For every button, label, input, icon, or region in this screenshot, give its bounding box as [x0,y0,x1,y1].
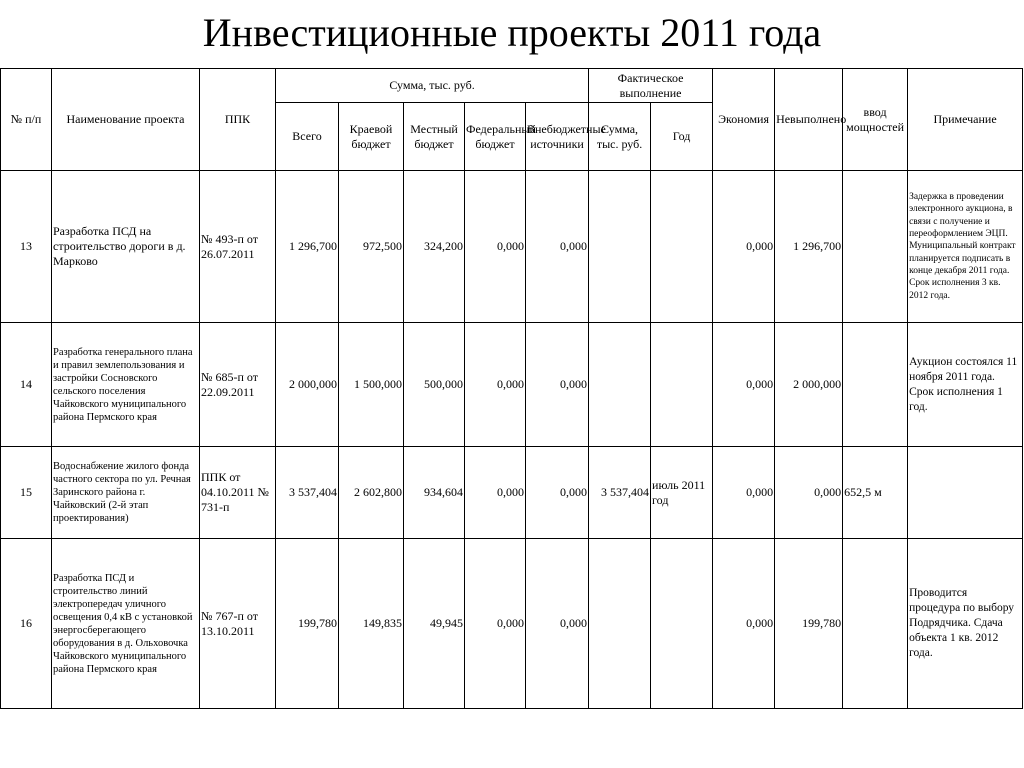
row-regional: 2 602,800 [339,447,404,539]
row-fact-sum: 3 537,404 [589,447,651,539]
row-fact-year [651,171,713,323]
row-fact-year [651,323,713,447]
row-economy: 0,000 [713,171,775,323]
row-extrabudget: 0,000 [526,171,589,323]
header-sum-group: Сумма, тыс. руб. [276,69,589,103]
header-capacity: ввод мощностей [843,69,908,171]
row-local: 500,000 [404,323,465,447]
row-pppk: № 767-п от 13.10.2011 [200,539,276,709]
row-total: 199,780 [276,539,339,709]
header-name: Наименование проекта [52,69,200,171]
header-pppk: ППК [200,69,276,171]
row-regional: 972,500 [339,171,404,323]
row-fact-year: июль 2011 год [651,447,713,539]
row-name: Разработка генерального плана и правил землепользования и застройки Сосновского сельского поселения Чайковского муниципального района Пермского края [52,323,200,447]
row-total: 1 296,700 [276,171,339,323]
row-note: Аукцион состоялся 11 ноября 2011 года. Срок исполнения 1 год. [908,323,1023,447]
page-title: Инвестиционные проекты 2011 года [202,10,822,55]
row-num: 14 [1,323,52,447]
header-fact-sum: Сумма, тыс. руб. [589,103,651,171]
row-economy: 0,000 [713,447,775,539]
header-num: № п/п [1,69,52,171]
row-capacity: 652,5 м [843,447,908,539]
row-num: 15 [1,447,52,539]
row-name: Разработка ПСД и строительство линий электропередач уличного освещения 0,4 кВ с установкой энергосберегающего оборудования в д. Ольховочка Чайковского муниципального района Пермского края [52,539,200,709]
row-fact-sum [589,323,651,447]
row-extrabudget: 0,000 [526,323,589,447]
row-pppk: № 493-п от 26.07.2011 [200,171,276,323]
header-fact-group: Фактическое выполнение [589,69,713,103]
header-local: Местный бюджет [404,103,465,171]
row-local: 324,200 [404,171,465,323]
row-pppk: ППК от 04.10.2011 № 731-п [200,447,276,539]
header-note: Примечание [908,69,1023,171]
row-note: Проводится процедура по выбору Подрядчика. Сдача объекта 1 кв. 2012 года. [908,539,1023,709]
row-unfulfilled: 2 000,000 [775,323,843,447]
row-num: 13 [1,171,52,323]
row-fact-year [651,539,713,709]
row-name: Разработка ПСД на строительство дороги в д. Марково [52,171,200,323]
row-unfulfilled: 1 296,700 [775,171,843,323]
row-extrabudget: 0,000 [526,447,589,539]
row-capacity [843,171,908,323]
row-capacity [843,539,908,709]
header-row-1 [1,69,1023,103]
investment-projects-table [0,68,1023,709]
header-regional: Краевой бюджет [339,103,404,171]
row-note: Задержка в проведении электронного аукциона, в связи с получение и переоформлением ЭЦП. Муниципальный контракт планируется подписать в конце декабря 2011 года. Срок исполнения 3 кв. 2012 года. [908,171,1023,323]
table-row [1,323,1023,447]
row-fact-sum [589,539,651,709]
row-federal: 0,000 [465,539,526,709]
table-row [1,447,1023,539]
row-economy: 0,000 [713,539,775,709]
row-federal: 0,000 [465,323,526,447]
row-unfulfilled: 199,780 [775,539,843,709]
row-total: 2 000,000 [276,323,339,447]
table-row [1,539,1023,709]
row-name: Водоснабжение жилого фонда частного сектора по ул. Речная Заринского района г. Чайковский (2-й этап проектирования) [52,447,200,539]
row-fact-sum [589,171,651,323]
row-local: 49,945 [404,539,465,709]
row-extrabudget: 0,000 [526,539,589,709]
row-regional: 149,835 [339,539,404,709]
table-row [1,171,1023,323]
row-regional: 1 500,000 [339,323,404,447]
row-note [908,447,1023,539]
row-federal: 0,000 [465,171,526,323]
header-economy: Экономия [713,69,775,171]
row-pppk: № 685-п от 22.09.2011 [200,323,276,447]
header-total: Всего [276,103,339,171]
header-fact-year: Год [651,103,713,171]
row-unfulfilled: 0,000 [775,447,843,539]
header-unfulfilled: Невыполнено [775,69,843,171]
row-economy: 0,000 [713,323,775,447]
row-local: 934,604 [404,447,465,539]
row-num: 16 [1,539,52,709]
row-capacity [843,323,908,447]
row-federal: 0,000 [465,447,526,539]
header-federal: Федеральный бюджет [465,103,526,171]
header-extrabudget: Внебюджетные источники [526,103,589,171]
row-total: 3 537,404 [276,447,339,539]
